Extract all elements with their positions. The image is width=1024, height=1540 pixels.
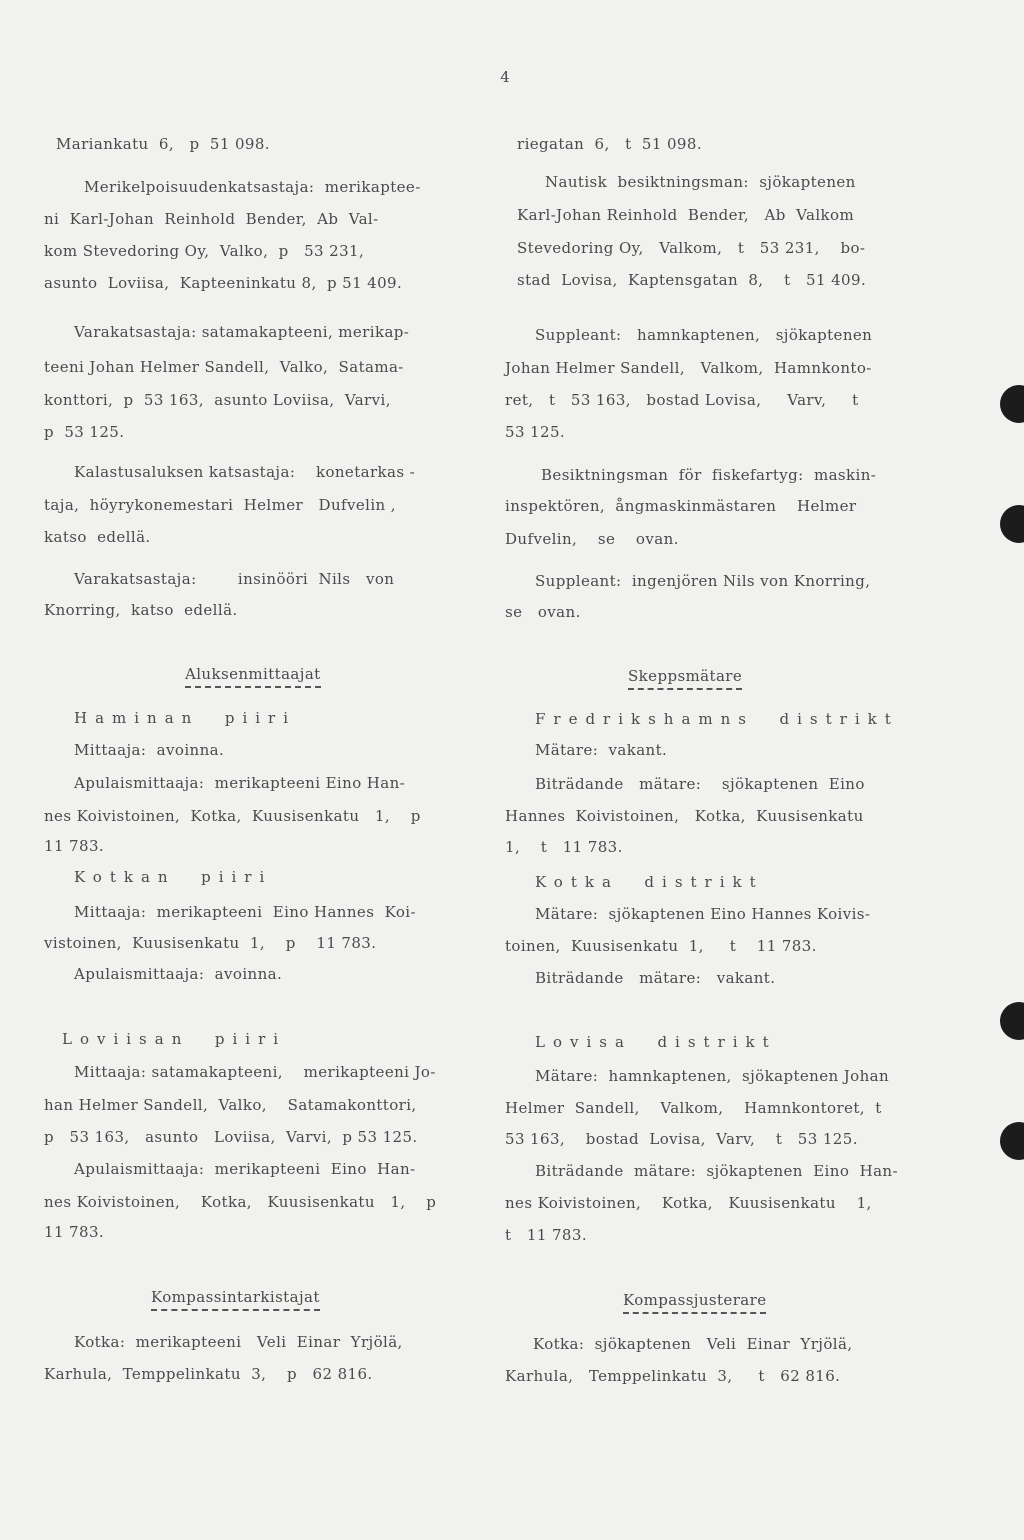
text-line: Merikelpoisuudenkatsastaja: merikaptee-	[84, 178, 421, 196]
text-line: toinen, Kuusisenkatu 1, t 11 783.	[505, 937, 817, 955]
text-line: Karhula, Temppelinkatu 3, p 62 816.	[44, 1365, 373, 1383]
text-line: nes Koivistoinen, Kotka, Kuusisenkatu 1, p	[44, 807, 421, 825]
text-line: Nautisk besiktningsman: sjökaptenen	[545, 173, 856, 191]
text-line: konttori, p 53 163, asunto Loviisa, Varvi,	[44, 391, 391, 409]
text-line: nes Koivistoinen, Kotka, Kuusisenkatu 1, p	[44, 1193, 437, 1211]
text-line: Dufvelin, se ovan.	[505, 530, 679, 548]
text-line: Besiktningsman för fiskefartyg: maskin-	[541, 466, 877, 484]
text-line: Mätare: hamnkaptenen, sjökaptenen Johan	[535, 1067, 890, 1085]
text-line: Helmer Sandell, Valkom, Hamnkontoret, t	[505, 1099, 882, 1117]
text-line: Biträdande mätare: sjökaptenen Eino	[535, 775, 865, 793]
text-line: kom Stevedoring Oy, Valko, p 53 231,	[44, 242, 365, 260]
text-line: 11 783.	[44, 837, 105, 855]
text-line: Mittaaja: merikapteeni Eino Hannes Koi-	[74, 903, 416, 921]
text-line: t 11 783.	[505, 1226, 587, 1244]
text-line: Biträdande mätare: sjökaptenen Eino Han-	[535, 1162, 898, 1180]
text-line: vistoinen, Kuusisenkatu 1, p 11 783.	[44, 934, 377, 952]
punch-hole	[1000, 1122, 1024, 1160]
punch-hole	[1000, 505, 1024, 543]
text-line: Kalastusaluksen katsastaja: konetarkas -	[74, 463, 416, 481]
text-line: katso edellä.	[44, 528, 151, 546]
text-line: Kotka: sjökaptenen Veli Einar Yrjölä,	[533, 1335, 853, 1353]
district-heading: Haminan piiri	[74, 709, 297, 727]
text-line: Karl-Johan Reinhold Bender, Ab Valkom	[517, 206, 855, 224]
text-line: Mariankatu 6, p 51 098.	[56, 135, 270, 153]
text-line: Varakatsastaja: satamakapteeni, merikap-	[74, 323, 410, 341]
text-line: Suppleant: ingenjören Nils von Knorring,	[535, 572, 871, 590]
text-line: nes Koivistoinen, Kotka, Kuusisenkatu 1,	[505, 1194, 872, 1212]
text-line: p 53 125.	[44, 423, 125, 441]
text-line: ni Karl-Johan Reinhold Bender, Ab Val-	[44, 210, 379, 228]
section-heading: Aluksenmittaajat	[185, 664, 321, 688]
punch-hole	[1000, 385, 1024, 423]
page-number: 4	[500, 68, 510, 86]
section-heading: Skeppsmätare	[628, 666, 742, 690]
text-line: stad Lovisa, Kaptensgatan 8, t 51 409.	[517, 271, 867, 289]
district-heading: Lovisa distrikt	[535, 1033, 777, 1051]
text-line: Mätare: sjökaptenen Eino Hannes Koivis-	[535, 905, 871, 923]
text-line: Suppleant: hamnkaptenen, sjökaptenen	[535, 326, 873, 344]
text-line: Mittaaja: satamakapteeni, merikapteeni Jo-	[74, 1063, 436, 1081]
text-line: ret, t 53 163, bostad Lovisa, Varv, t	[505, 391, 859, 409]
text-line: Hannes Koivistoinen, Kotka, Kuusisenkatu	[505, 807, 864, 825]
text-line: 53 125.	[505, 423, 566, 441]
district-heading: Fredrikshamns distrikt	[535, 710, 899, 728]
text-line: 1, t 11 783.	[505, 838, 623, 856]
text-line: han Helmer Sandell, Valko, Satamakonttori,	[44, 1096, 417, 1114]
text-line: riegatan 6, t 51 098.	[517, 135, 702, 153]
text-line: 53 163, bostad Lovisa, Varv, t 53 125.	[505, 1130, 858, 1148]
district-heading: Loviisan piiri	[62, 1030, 287, 1048]
text-line: Biträdande mätare: vakant.	[535, 969, 776, 987]
section-heading: Kompassjusterare	[623, 1290, 766, 1314]
section-heading: Kompassintarkistajat	[151, 1287, 320, 1311]
text-line: inspektören, ångmaskinmästaren Helmer	[505, 497, 857, 515]
text-line: 11 783.	[44, 1223, 105, 1241]
text-line: Mätare: vakant.	[535, 741, 668, 759]
text-line: Apulaismittaaja: merikapteeni Eino Han-	[74, 774, 406, 792]
text-line: Johan Helmer Sandell, Valkom, Hamnkonto-	[505, 359, 872, 377]
text-line: asunto Loviisa, Kapteeninkatu 8, p 51 409.	[44, 274, 403, 292]
text-line: Varakatsastaja: insinööri Nils von	[74, 570, 395, 588]
text-line: Apulaismittaaja: avoinna.	[74, 965, 283, 983]
text-line: Kotka: merikapteeni Veli Einar Yrjölä,	[74, 1333, 403, 1351]
district-heading: Kotkan piiri	[74, 868, 273, 886]
text-line: p 53 163, asunto Loviisa, Varvi, p 53 125.	[44, 1128, 418, 1146]
text-line: teeni Johan Helmer Sandell, Valko, Satama-	[44, 358, 404, 376]
text-line: Stevedoring Oy, Valkom, t 53 231, bo-	[517, 239, 866, 257]
text-line: taja, höyrykonemestari Helmer Dufvelin ,	[44, 496, 396, 514]
text-line: Knorring, katso edellä.	[44, 601, 238, 619]
text-line: Apulaismittaaja: merikapteeni Eino Han-	[74, 1160, 416, 1178]
district-heading: Kotka distrikt	[535, 873, 764, 891]
text-line: Mittaaja: avoinna.	[74, 741, 225, 759]
text-line: Karhula, Temppelinkatu 3, t 62 816.	[505, 1367, 841, 1385]
text-line: se ovan.	[505, 603, 581, 621]
punch-hole	[1000, 1002, 1024, 1040]
